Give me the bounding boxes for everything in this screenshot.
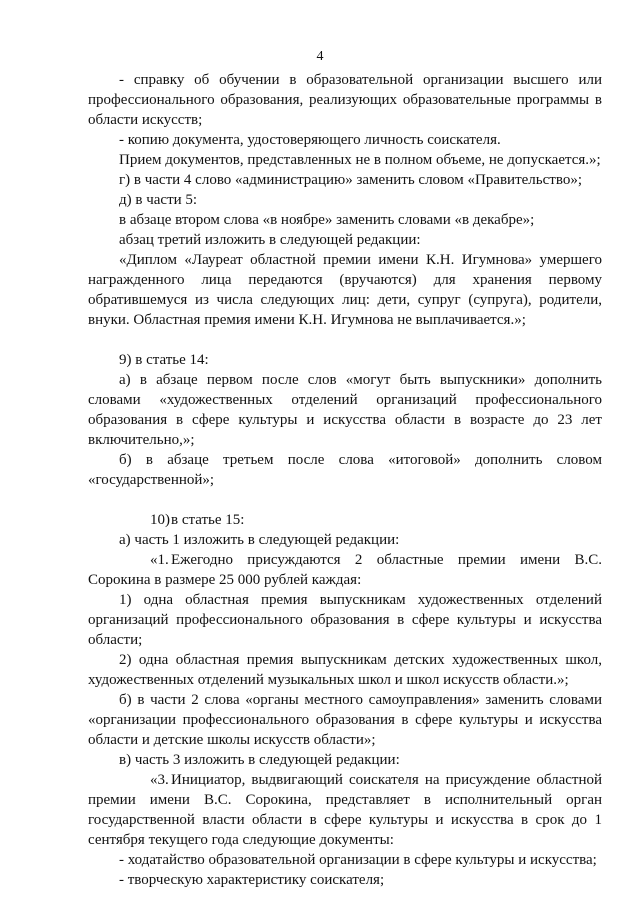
item-text: в статье 15: [171,512,245,528]
item-number: 10) [150,512,170,528]
paragraph: а) часть 1 изложить в следующей редакции: [119,532,400,548]
page-number: 4 [316,49,324,64]
item-number: «1. [150,552,169,568]
paragraph: 1) одна областная премия выпускникам художественных отделений организаций профессионального образования в сфере культуры и искусства области; [88,592,602,648]
paragraph: - ходатайство образовательной организации в сфере культуры и искусства; [119,852,597,868]
paragraph: в) часть 3 изложить в следующей редакции: [119,752,400,768]
spacer [88,330,602,350]
paragraph: г) в части 4 слово «администрацию» заменить словом «Правительство»; [119,172,582,188]
spacer [88,490,602,510]
paragraph: д) в части 5: [119,192,198,208]
paragraph: Прием документов, представленных не в полном объеме, не допускается.»; [119,152,601,168]
paragraph: «Диплом «Лауреат областной премии имени К.Н. Игумнова» умершего награжденного лица передаются (вручаются) для хранения первому обратившемуся из числа следующих лиц: дети, супруг (супруга), родители, внуки. Областная премия имени К.Н. Игумнова не выплачивается.»; [88,252,602,328]
paragraph: б) в части 2 слова «органы местного самоуправления» заменить словами «организации профессионального образования в сфере культуры и искусства области и детские школы искусств области»; [88,692,602,748]
paragraph: абзац третий изложить в следующей редакции: [119,232,421,248]
item-text: Инициатор, выдвигающий соискателя на присуждение областной премии имени В.С. Сорокина, представляет в исполнительный орган государственной власти области в сфере культуры и искусства в срок до 1 сентября текущего года следующие документы: [88,772,602,848]
item-number: «3. [150,772,169,788]
paragraph: б) в абзаце третьем после слова «итоговой» дополнить словом «государственной»; [88,452,602,488]
paragraph: - справку об обучении в образовательной организации высшего или профессионального образования, реализующих образовательные программы в области искусств; [88,72,602,128]
paragraph: - творческую характеристику соискателя; [119,872,385,888]
paragraph [88,770,602,850]
paragraph [88,550,602,590]
paragraph: 2) одна областная премия выпускникам детских художественных школ, художественных отделений музыкальных школ и школ искусств области.»; [88,652,602,688]
document-body [88,70,602,890]
paragraph: - копию документа, удостоверяющего личность соискателя. [119,132,501,148]
paragraph: а) в абзаце первом после слов «могут быть выпускники» дополнить словами «художественных отделений организаций профессионального образования в сфере культуры и искусства области в возрасте до 23 лет включительно,»; [88,372,602,448]
paragraph: 9) в статье 14: [119,352,209,368]
paragraph [88,510,602,530]
paragraph: в абзаце втором слова «в ноябре» заменить словами «в декабре»; [119,212,535,228]
item-text: Ежегодно присуждаются 2 областные премии имени В.С. Сорокина в размере 25 000 рублей каждая: [88,552,602,588]
